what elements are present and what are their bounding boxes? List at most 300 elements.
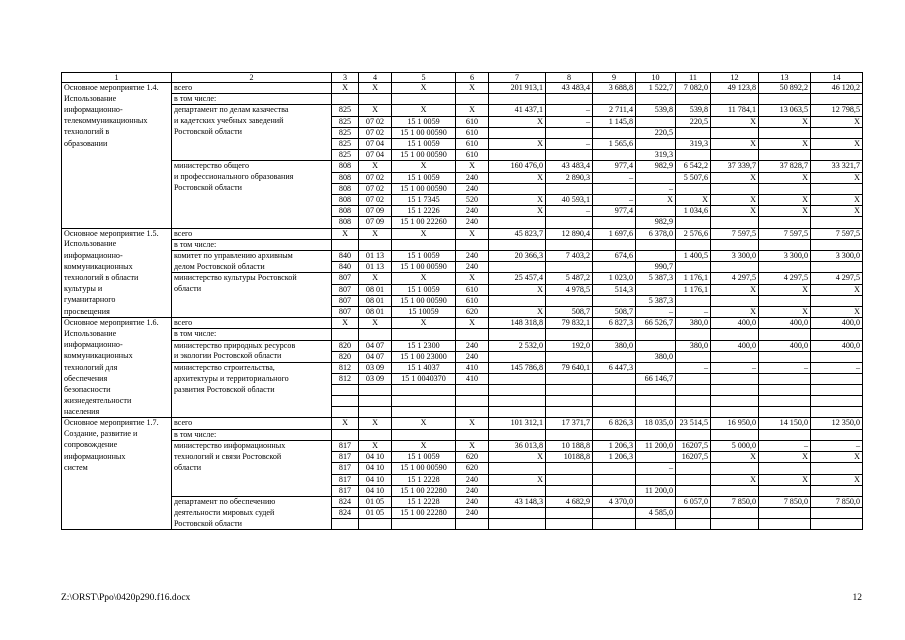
table-cell bbox=[489, 150, 546, 161]
table-cell: 240 bbox=[456, 508, 489, 519]
table-cell bbox=[546, 329, 593, 340]
table-cell bbox=[759, 429, 811, 440]
table-cell: 15 1 0059 bbox=[392, 172, 456, 183]
table-cell: деятельности мировых судей bbox=[172, 508, 332, 519]
table-cell bbox=[172, 307, 332, 318]
table-cell: 15 10059 bbox=[392, 307, 456, 318]
table-row bbox=[62, 318, 863, 329]
table-row bbox=[62, 217, 863, 228]
table-cell: X bbox=[711, 284, 759, 295]
table-cell: 319,3 bbox=[636, 150, 676, 161]
table-cell: X bbox=[456, 440, 489, 451]
table-cell: 03 09 bbox=[359, 363, 392, 374]
table-cell: – bbox=[676, 307, 711, 318]
table-cell: X bbox=[489, 307, 546, 318]
table-cell: – bbox=[593, 172, 636, 183]
table-cell: X bbox=[489, 139, 546, 150]
table-cell: X bbox=[676, 195, 711, 206]
table-cell: 840 bbox=[332, 251, 359, 262]
table-cell bbox=[456, 407, 489, 418]
column-header: 10 bbox=[636, 73, 676, 83]
table-cell bbox=[636, 385, 676, 396]
table-cell: 01 05 bbox=[359, 508, 392, 519]
table-cell: 1 023,0 bbox=[593, 273, 636, 284]
table-cell: – bbox=[811, 363, 863, 374]
table-cell: в том числе: bbox=[172, 329, 332, 340]
table-cell: 817 bbox=[332, 440, 359, 451]
table-cell: 817 bbox=[332, 463, 359, 474]
table-cell: 23 514,5 bbox=[676, 418, 711, 429]
table-cell bbox=[676, 262, 711, 273]
table-cell bbox=[636, 206, 676, 217]
table-cell: X bbox=[392, 228, 456, 239]
table-cell bbox=[759, 262, 811, 273]
table-cell: 79 640,1 bbox=[546, 363, 593, 374]
table-cell: просвещения bbox=[62, 307, 172, 318]
table-cell bbox=[676, 127, 711, 138]
table-cell: X bbox=[811, 474, 863, 485]
table-cell: 13 063,5 bbox=[759, 105, 811, 116]
table-cell bbox=[759, 329, 811, 340]
table-cell: 508,7 bbox=[546, 307, 593, 318]
table-cell bbox=[546, 351, 593, 362]
table-cell bbox=[489, 351, 546, 362]
table-cell bbox=[546, 396, 593, 407]
table-cell: 25 457,4 bbox=[489, 273, 546, 284]
table-cell: 16207,5 bbox=[676, 452, 711, 463]
table-cell: 33 321,7 bbox=[811, 161, 863, 172]
table-cell: 08 01 bbox=[359, 295, 392, 306]
table-cell bbox=[546, 295, 593, 306]
table-cell: 1 206,3 bbox=[593, 452, 636, 463]
table-cell: 201 913,1 bbox=[489, 83, 546, 94]
table-cell bbox=[546, 183, 593, 194]
table-cell bbox=[759, 351, 811, 362]
table-cell: жизнедеятельности bbox=[62, 396, 172, 407]
table-cell bbox=[546, 485, 593, 496]
table-cell bbox=[636, 340, 676, 351]
table-cell bbox=[593, 429, 636, 440]
table-cell: всего bbox=[172, 83, 332, 94]
table-cell bbox=[489, 463, 546, 474]
table-cell bbox=[172, 206, 332, 217]
table-cell: 400,0 bbox=[759, 340, 811, 351]
table-cell bbox=[711, 262, 759, 273]
table-cell bbox=[456, 239, 489, 250]
table-cell: 4 297,5 bbox=[759, 273, 811, 284]
table-cell bbox=[759, 183, 811, 194]
table-cell bbox=[62, 217, 172, 228]
table-cell bbox=[359, 396, 392, 407]
table-cell: 620 bbox=[456, 307, 489, 318]
table-cell: 400,0 bbox=[811, 318, 863, 329]
table-cell: 824 bbox=[332, 496, 359, 507]
table-cell bbox=[456, 329, 489, 340]
table-cell: 817 bbox=[332, 474, 359, 485]
table-cell bbox=[546, 262, 593, 273]
table-cell: 2 532,0 bbox=[489, 340, 546, 351]
table-cell bbox=[636, 396, 676, 407]
table-cell bbox=[489, 508, 546, 519]
table-cell bbox=[593, 329, 636, 340]
table-cell: 982,9 bbox=[636, 161, 676, 172]
table-cell: 145 786,8 bbox=[489, 363, 546, 374]
table-cell bbox=[711, 508, 759, 519]
table-cell: 49 123,8 bbox=[711, 83, 759, 94]
table-cell bbox=[593, 351, 636, 362]
table-cell: 7 597,5 bbox=[711, 228, 759, 239]
column-header: 6 bbox=[456, 73, 489, 83]
table-cell: X bbox=[759, 474, 811, 485]
table-cell: 15 1 0059 bbox=[392, 116, 456, 127]
table-cell: 319,3 bbox=[676, 139, 711, 150]
table-cell bbox=[759, 508, 811, 519]
table-cell: 04 10 bbox=[359, 485, 392, 496]
table-cell: 10188,8 bbox=[546, 452, 593, 463]
table-cell: 1 176,1 bbox=[676, 284, 711, 295]
table-cell: 45 823,7 bbox=[489, 228, 546, 239]
table-cell: X bbox=[359, 105, 392, 116]
table-cell bbox=[546, 217, 593, 228]
table-cell: X bbox=[456, 228, 489, 239]
table-cell: 79 832,1 bbox=[546, 318, 593, 329]
table-cell bbox=[811, 485, 863, 496]
table-cell: 410 bbox=[456, 374, 489, 385]
table-cell: 807 bbox=[332, 273, 359, 284]
table-cell: X bbox=[332, 83, 359, 94]
table-cell bbox=[759, 407, 811, 418]
table-cell bbox=[332, 429, 359, 440]
table-cell: 11 784,1 bbox=[711, 105, 759, 116]
table-row bbox=[62, 139, 863, 150]
table-cell bbox=[62, 508, 172, 519]
table-cell: – bbox=[811, 440, 863, 451]
table-cell: 240 bbox=[456, 485, 489, 496]
table-cell: – bbox=[546, 206, 593, 217]
table-cell: X bbox=[711, 172, 759, 183]
table-cell: 807 bbox=[332, 307, 359, 318]
table-row bbox=[62, 195, 863, 206]
table-cell: технологий в bbox=[62, 127, 172, 138]
table-cell bbox=[759, 485, 811, 496]
table-cell bbox=[593, 295, 636, 306]
table-cell bbox=[62, 496, 172, 507]
file-path: Z:\ORST\Ppo\0420p290.f16.docx bbox=[61, 593, 191, 603]
table-body bbox=[62, 73, 863, 530]
table-row bbox=[62, 418, 863, 429]
table-cell: – bbox=[546, 116, 593, 127]
table-row bbox=[62, 329, 863, 340]
table-cell bbox=[711, 429, 759, 440]
table-cell bbox=[489, 396, 546, 407]
table-cell bbox=[62, 474, 172, 485]
table-cell: 6 447,3 bbox=[593, 363, 636, 374]
table-cell: технологий для bbox=[62, 363, 172, 374]
table-cell: 240 bbox=[456, 262, 489, 273]
table-cell: 07 02 bbox=[359, 172, 392, 183]
table-cell: 2 711,4 bbox=[593, 105, 636, 116]
table-cell: X bbox=[456, 83, 489, 94]
table-cell bbox=[711, 396, 759, 407]
table-cell: X bbox=[489, 474, 546, 485]
table-cell bbox=[811, 217, 863, 228]
column-header: 4 bbox=[359, 73, 392, 83]
table-cell: систем bbox=[62, 463, 172, 474]
table-cell bbox=[392, 429, 456, 440]
table-cell: X bbox=[759, 206, 811, 217]
table-cell: X bbox=[489, 206, 546, 217]
table-cell: 825 bbox=[332, 116, 359, 127]
table-cell: 990,7 bbox=[636, 262, 676, 273]
table-cell bbox=[759, 127, 811, 138]
table-cell bbox=[332, 519, 359, 530]
table-cell bbox=[456, 396, 489, 407]
table-cell bbox=[676, 351, 711, 362]
table-cell bbox=[676, 463, 711, 474]
table-cell: 380,0 bbox=[636, 351, 676, 362]
table-cell bbox=[811, 150, 863, 161]
table-cell: 15 1 00 23000 bbox=[392, 351, 456, 362]
table-cell: 3 688,8 bbox=[593, 83, 636, 94]
table-cell: X bbox=[456, 273, 489, 284]
table-cell bbox=[636, 251, 676, 262]
table-cell: X bbox=[489, 172, 546, 183]
table-cell: X bbox=[332, 318, 359, 329]
table-cell bbox=[759, 463, 811, 474]
table-cell bbox=[636, 329, 676, 340]
table-cell bbox=[676, 508, 711, 519]
table-cell: 46 120,2 bbox=[811, 83, 863, 94]
table-cell: 3 300,0 bbox=[811, 251, 863, 262]
table-cell: 808 bbox=[332, 172, 359, 183]
table-cell: 4 682,9 bbox=[546, 496, 593, 507]
table-cell bbox=[546, 407, 593, 418]
table-cell: X bbox=[489, 195, 546, 206]
table-cell: 43 148,3 bbox=[489, 496, 546, 507]
table-cell bbox=[332, 94, 359, 105]
table-cell: 04 10 bbox=[359, 474, 392, 485]
table-row bbox=[62, 172, 863, 183]
table-cell: – bbox=[593, 195, 636, 206]
table-cell bbox=[676, 183, 711, 194]
table-cell bbox=[593, 127, 636, 138]
table-cell: 37 339,7 bbox=[711, 161, 759, 172]
column-header: 7 bbox=[489, 73, 546, 83]
table-row bbox=[62, 385, 863, 396]
table-cell: X bbox=[759, 307, 811, 318]
table-cell: X bbox=[811, 116, 863, 127]
table-cell: 7 597,5 bbox=[759, 228, 811, 239]
table-cell: X bbox=[811, 195, 863, 206]
table-cell: X bbox=[392, 418, 456, 429]
table-cell: 840 bbox=[332, 262, 359, 273]
table-cell: 18 035,0 bbox=[636, 418, 676, 429]
table-cell: X bbox=[811, 307, 863, 318]
table-cell bbox=[332, 329, 359, 340]
table-cell: 610 bbox=[456, 295, 489, 306]
table-cell bbox=[172, 396, 332, 407]
table-cell: всего bbox=[172, 318, 332, 329]
table-cell: 15 1 00 00590 bbox=[392, 127, 456, 138]
table-cell: 812 bbox=[332, 374, 359, 385]
table-cell: 820 bbox=[332, 351, 359, 362]
table-cell: 6 057,0 bbox=[676, 496, 711, 507]
table-cell: 820 bbox=[332, 340, 359, 351]
table-cell bbox=[676, 329, 711, 340]
table-cell bbox=[676, 519, 711, 530]
table-cell: 380,0 bbox=[676, 318, 711, 329]
table-row bbox=[62, 284, 863, 295]
table-cell bbox=[62, 485, 172, 496]
table-cell: X bbox=[392, 273, 456, 284]
table-cell bbox=[546, 94, 593, 105]
table-cell: – bbox=[546, 105, 593, 116]
table-cell: – bbox=[676, 363, 711, 374]
table-cell bbox=[811, 519, 863, 530]
table-row bbox=[62, 239, 863, 250]
table-cell: 15 1 00 22280 bbox=[392, 485, 456, 496]
table-cell: 240 bbox=[456, 496, 489, 507]
table-cell bbox=[593, 94, 636, 105]
table-cell: в том числе: bbox=[172, 429, 332, 440]
table-cell bbox=[456, 385, 489, 396]
table-cell: X bbox=[332, 228, 359, 239]
table-cell: 07 04 bbox=[359, 139, 392, 150]
table-cell: 1 565,6 bbox=[593, 139, 636, 150]
table-cell: X bbox=[759, 452, 811, 463]
table-cell: 410 bbox=[456, 363, 489, 374]
table-cell: образовании bbox=[62, 139, 172, 150]
table-cell: 4 370,0 bbox=[593, 496, 636, 507]
table-cell: X bbox=[359, 318, 392, 329]
table-cell: гуманитарного bbox=[62, 295, 172, 306]
table-row bbox=[62, 351, 863, 362]
table-cell: 6 542,2 bbox=[676, 161, 711, 172]
table-cell: технологий и связи Ростовской bbox=[172, 452, 332, 463]
table-cell: X bbox=[392, 318, 456, 329]
table-cell: информационных bbox=[62, 452, 172, 463]
table-cell bbox=[62, 183, 172, 194]
table-cell: 1 034,6 bbox=[676, 206, 711, 217]
table-cell: всего bbox=[172, 418, 332, 429]
table-cell: 07 02 bbox=[359, 183, 392, 194]
table-cell bbox=[636, 496, 676, 507]
table-cell bbox=[711, 485, 759, 496]
table-cell bbox=[636, 429, 676, 440]
table-cell bbox=[811, 508, 863, 519]
table-cell bbox=[811, 183, 863, 194]
table-cell: – bbox=[759, 440, 811, 451]
table-cell bbox=[593, 385, 636, 396]
table-cell bbox=[332, 385, 359, 396]
table-cell: 101 312,1 bbox=[489, 418, 546, 429]
table-cell bbox=[489, 519, 546, 530]
table-cell bbox=[62, 161, 172, 172]
table-cell bbox=[759, 396, 811, 407]
table-cell: 15 1 00 00590 bbox=[392, 150, 456, 161]
table-cell: X bbox=[456, 105, 489, 116]
table-cell: архитектуры и территориального bbox=[172, 374, 332, 385]
table-cell: – bbox=[759, 363, 811, 374]
table-row bbox=[62, 116, 863, 127]
table-cell: 610 bbox=[456, 139, 489, 150]
table-cell: 2 890,3 bbox=[546, 172, 593, 183]
table-cell bbox=[593, 183, 636, 194]
table-cell: 825 bbox=[332, 127, 359, 138]
table-cell bbox=[711, 94, 759, 105]
table-cell: X bbox=[332, 418, 359, 429]
column-header: 11 bbox=[676, 73, 711, 83]
table-cell: 12 798,5 bbox=[811, 105, 863, 116]
table-cell: 4 585,0 bbox=[636, 508, 676, 519]
table-cell bbox=[546, 385, 593, 396]
table-cell bbox=[172, 485, 332, 496]
table-cell: – bbox=[636, 183, 676, 194]
table-cell: 37 828,7 bbox=[759, 161, 811, 172]
table-cell: министерство строительства, bbox=[172, 363, 332, 374]
table-cell: министерство природных ресурсов bbox=[172, 340, 332, 351]
table-cell bbox=[546, 429, 593, 440]
table-cell bbox=[811, 127, 863, 138]
page-number: 12 bbox=[852, 593, 862, 603]
table-cell bbox=[759, 150, 811, 161]
table-cell bbox=[593, 374, 636, 385]
budget-table bbox=[61, 72, 863, 530]
table-cell: 1 697,6 bbox=[593, 228, 636, 239]
table-cell: 15 1 0059 bbox=[392, 251, 456, 262]
table-cell: 66 526,7 bbox=[636, 318, 676, 329]
table-cell: 977,4 bbox=[593, 206, 636, 217]
table-row bbox=[62, 463, 863, 474]
table-cell: 825 bbox=[332, 150, 359, 161]
table-cell: 807 bbox=[332, 284, 359, 295]
table-cell: 14 150,0 bbox=[759, 418, 811, 429]
table-cell: 520 bbox=[456, 195, 489, 206]
table-cell bbox=[489, 183, 546, 194]
table-cell: 240 bbox=[456, 172, 489, 183]
table-cell bbox=[811, 407, 863, 418]
table-row bbox=[62, 295, 863, 306]
table-cell: X bbox=[711, 452, 759, 463]
table-cell: 539,8 bbox=[676, 105, 711, 116]
table-cell: 240 bbox=[456, 351, 489, 362]
table-cell: Ростовской области bbox=[172, 519, 332, 530]
table-cell: 1 145,8 bbox=[593, 116, 636, 127]
table-cell bbox=[811, 396, 863, 407]
table-row bbox=[62, 440, 863, 451]
table-cell bbox=[593, 519, 636, 530]
table-cell: X bbox=[359, 83, 392, 94]
table-cell: 16207,5 bbox=[676, 440, 711, 451]
table-cell bbox=[636, 407, 676, 418]
table-cell: X bbox=[711, 307, 759, 318]
table-cell: 977,4 bbox=[593, 161, 636, 172]
table-cell bbox=[172, 407, 332, 418]
table-cell bbox=[711, 239, 759, 250]
table-cell: 620 bbox=[456, 452, 489, 463]
table-cell: X bbox=[759, 284, 811, 295]
table-cell: обеспечения bbox=[62, 374, 172, 385]
table-cell bbox=[489, 262, 546, 273]
table-cell bbox=[172, 474, 332, 485]
table-cell: 20 366,3 bbox=[489, 251, 546, 262]
table-cell: всего bbox=[172, 228, 332, 239]
table-cell: X bbox=[392, 105, 456, 116]
table-cell bbox=[489, 374, 546, 385]
table-row bbox=[62, 262, 863, 273]
table-cell bbox=[392, 385, 456, 396]
table-row bbox=[62, 183, 863, 194]
